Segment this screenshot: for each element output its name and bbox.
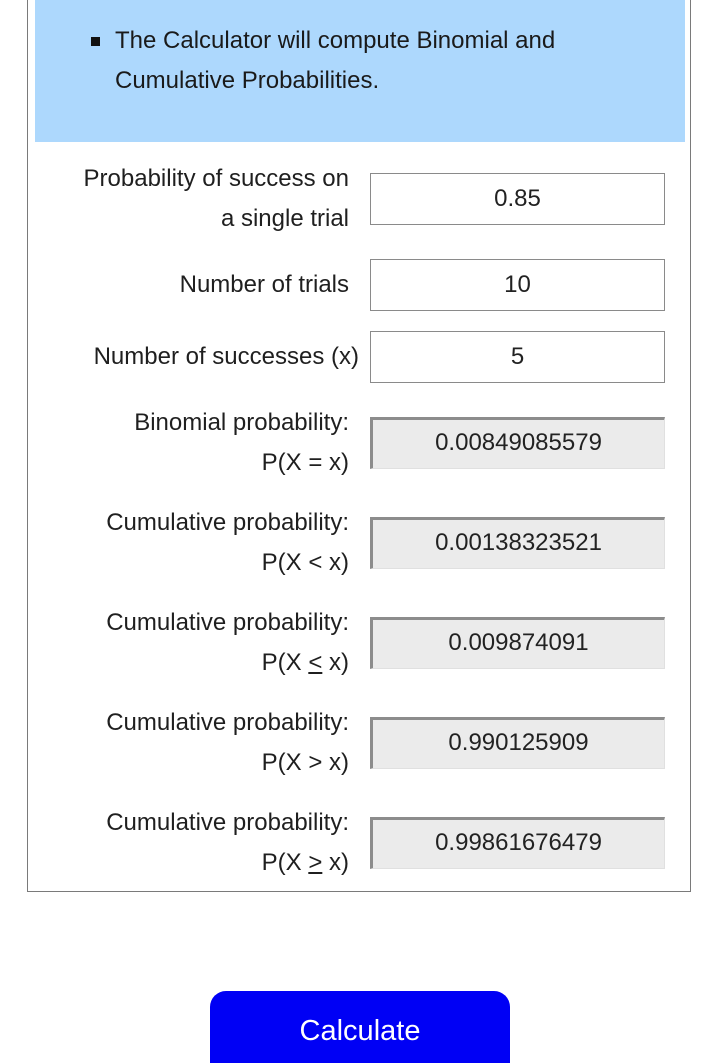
binomial-probability-label bbox=[134, 403, 349, 483]
calculate-button[interactable]: Calculate bbox=[210, 991, 510, 1063]
output-label-line1: Binomial probability: bbox=[134, 409, 349, 436]
cumulative-greater-equal-output: 0.99861676479 bbox=[370, 817, 665, 869]
output-label-line2: P(X = x) bbox=[261, 449, 349, 476]
probability-label-line2: a single trial bbox=[220, 205, 349, 232]
trials-input[interactable]: 10 bbox=[370, 259, 665, 311]
cumulative-less-than-output: 0.00138323521 bbox=[370, 517, 665, 569]
info-text: The Calculator will compute Binomial and Cumulative Probabilities. bbox=[115, 27, 556, 94]
output-label-line1: Cumulative probability: bbox=[106, 709, 349, 736]
output-label-line1: Cumulative probability: bbox=[106, 609, 349, 636]
trials-label: Number of trials bbox=[179, 271, 349, 298]
output-label-line2: P(X > x) bbox=[261, 849, 349, 876]
cumulative-greater-than-label bbox=[106, 703, 349, 783]
probability-label-line1: Probability of success on bbox=[83, 165, 349, 192]
cumulative-greater-equal-label bbox=[106, 803, 349, 883]
cumulative-less-equal-output: 0.009874091 bbox=[370, 617, 665, 669]
successes-input[interactable]: 5 bbox=[370, 331, 665, 383]
bullet-icon bbox=[91, 37, 100, 46]
output-label-line1: Cumulative probability: bbox=[106, 509, 349, 536]
cumulative-greater-than-output: 0.990125909 bbox=[370, 717, 665, 769]
binomial-probability-output: 0.00849085579 bbox=[370, 417, 665, 469]
probability-label bbox=[84, 159, 349, 239]
probability-input[interactable]: 0.85 bbox=[370, 173, 665, 225]
successes-label: Number of successes (x) bbox=[93, 343, 359, 370]
output-label-line2: P(X < x) bbox=[261, 549, 349, 576]
output-label-line2: P(X > x) bbox=[261, 749, 349, 776]
cumulative-less-than-label bbox=[106, 503, 349, 583]
output-label-line2: P(X < x) bbox=[261, 649, 349, 676]
output-label-line1: Cumulative probability: bbox=[106, 809, 349, 836]
cumulative-less-equal-label bbox=[106, 603, 349, 683]
